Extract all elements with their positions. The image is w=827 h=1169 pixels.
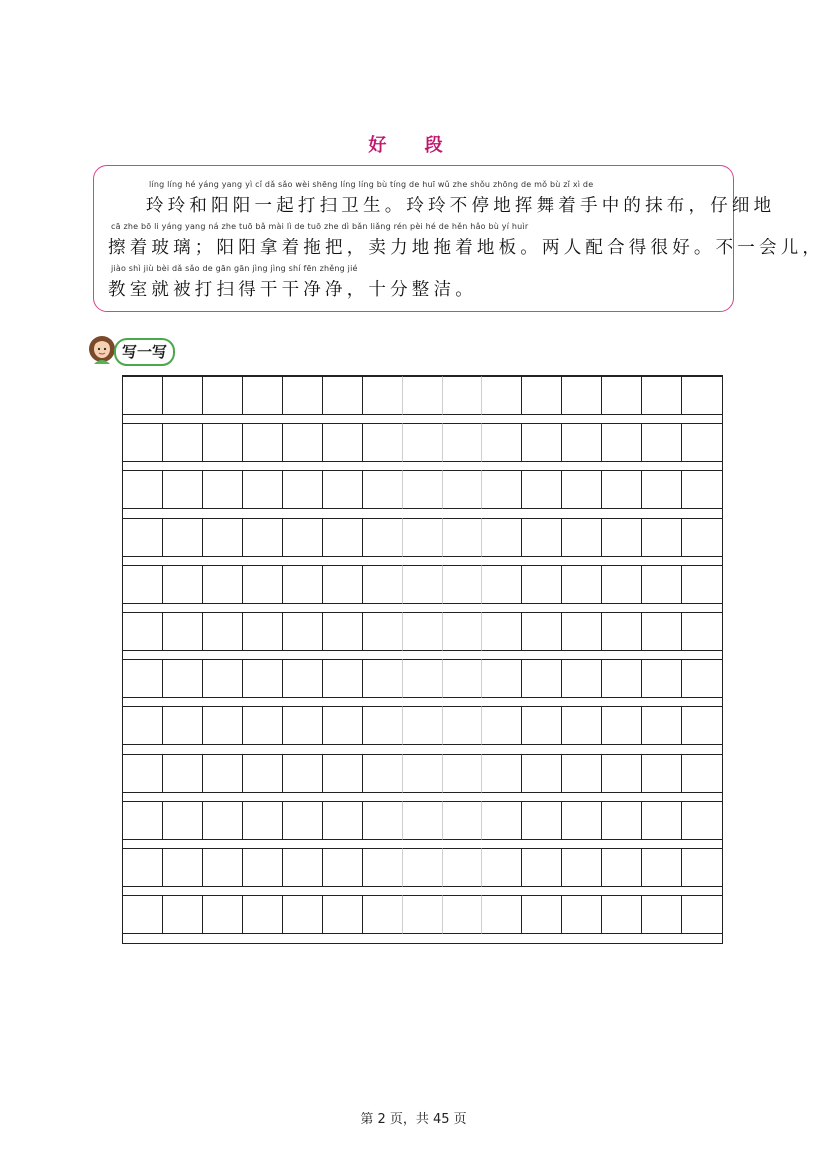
grid-cell[interactable] — [323, 801, 363, 840]
grid-cell[interactable] — [123, 754, 163, 793]
grid-row — [123, 659, 722, 698]
grid-cell[interactable] — [203, 423, 243, 462]
grid-cell[interactable] — [602, 423, 642, 462]
grid-cell[interactable] — [562, 423, 602, 462]
grid-cell[interactable] — [163, 754, 203, 793]
grid-cell[interactable] — [403, 423, 443, 462]
grid-cell[interactable] — [323, 423, 363, 462]
grid-cell[interactable] — [283, 470, 323, 509]
grid-cell[interactable] — [522, 754, 562, 793]
grid-cell[interactable] — [363, 659, 403, 698]
grid-cell[interactable] — [482, 848, 522, 887]
grid-cell[interactable] — [403, 801, 443, 840]
grid-cell[interactable] — [283, 612, 323, 651]
grid-cell[interactable] — [522, 801, 562, 840]
grid-cell[interactable] — [163, 848, 203, 887]
grid-cell[interactable] — [163, 612, 203, 651]
grid-cell[interactable] — [163, 659, 203, 698]
grid-cell[interactable] — [123, 612, 163, 651]
grid-cell[interactable] — [562, 754, 602, 793]
grid-cell[interactable] — [443, 659, 483, 698]
grid-cell[interactable] — [562, 612, 602, 651]
grid-cell[interactable] — [243, 518, 283, 557]
grid-cell[interactable] — [682, 423, 722, 462]
pinyin-line-2: cā zhe bō li yáng yang ná zhe tuō bǎ mài lì de tuō zhe dì bǎn liǎng rén pèi hé de hěn hǎo bù yí huìr — [111, 222, 529, 231]
grid-cell[interactable] — [562, 706, 602, 745]
grid-cell[interactable] — [602, 376, 642, 415]
grid-cell[interactable] — [443, 754, 483, 793]
grid-cell[interactable] — [203, 518, 243, 557]
grid-cell[interactable] — [363, 895, 403, 934]
grid-cell[interactable] — [602, 754, 642, 793]
grid-cell[interactable] — [482, 754, 522, 793]
passage-box — [93, 165, 825, 312]
hanzi-line-1: 玲玲和阳阳一起打扫卫生。玲玲不停地挥舞着手中的抹布，仔细地 — [146, 196, 776, 216]
grid-cell[interactable] — [562, 801, 602, 840]
grid-cell[interactable] — [602, 895, 642, 934]
grid-cell[interactable] — [243, 801, 283, 840]
grid-cell[interactable] — [123, 565, 163, 604]
grid-row — [123, 801, 722, 840]
grid-cell[interactable] — [123, 848, 163, 887]
grid-cell[interactable] — [522, 659, 562, 698]
grid-cell[interactable] — [363, 518, 403, 557]
grid-cell[interactable] — [403, 612, 443, 651]
grid-cell[interactable] — [123, 470, 163, 509]
grid-cell[interactable] — [482, 518, 522, 557]
grid-cell[interactable] — [482, 706, 522, 745]
girl-avatar-icon — [88, 334, 116, 364]
grid-row — [123, 518, 722, 557]
grid-cell[interactable] — [602, 612, 642, 651]
grid-cell[interactable] — [642, 754, 682, 793]
grid-cell[interactable] — [522, 518, 562, 557]
grid-cell[interactable] — [522, 376, 562, 415]
grid-cell[interactable] — [283, 754, 323, 793]
pinyin-line-3: jiào shì jiù bèi dǎ sǎo de gān gān jìng jìng shí fēn zhěng jié — [111, 264, 358, 273]
grid-cell[interactable] — [562, 895, 602, 934]
grid-cell[interactable] — [642, 801, 682, 840]
grid-cell[interactable] — [682, 376, 722, 415]
grid-cell[interactable] — [323, 518, 363, 557]
pinyin-line-1: líng líng hé yáng yang yì cǐ dǎ sǎo wèi shēng líng líng bù tíng de huī wǔ zhe shǒu zhōng de mǒ bù zǐ xì de — [149, 180, 594, 189]
grid-cell[interactable] — [443, 565, 483, 604]
grid-cell[interactable] — [363, 470, 403, 509]
grid-cell[interactable] — [522, 470, 562, 509]
grid-cell[interactable] — [443, 376, 483, 415]
grid-cell[interactable] — [443, 518, 483, 557]
grid-cell[interactable] — [682, 518, 722, 557]
grid-cell[interactable] — [403, 659, 443, 698]
grid-cell[interactable] — [323, 848, 363, 887]
grid-cell[interactable] — [562, 518, 602, 557]
grid-cell[interactable] — [323, 659, 363, 698]
grid-cell[interactable] — [363, 754, 403, 793]
grid-cell[interactable] — [323, 565, 363, 604]
grid-cell[interactable] — [602, 801, 642, 840]
grid-cell[interactable] — [443, 612, 483, 651]
grid-cell[interactable] — [163, 565, 203, 604]
grid-cell[interactable] — [323, 706, 363, 745]
grid-cell[interactable] — [642, 659, 682, 698]
grid-cell[interactable] — [403, 848, 443, 887]
grid-cell[interactable] — [243, 895, 283, 934]
grid-cell[interactable] — [123, 659, 163, 698]
write-label: 写一写 — [114, 338, 175, 366]
grid-row — [123, 706, 722, 745]
grid-row — [123, 565, 722, 604]
grid-cell[interactable] — [243, 423, 283, 462]
grid-cell[interactable] — [283, 895, 323, 934]
writing-grid — [122, 375, 723, 944]
grid-cell[interactable] — [403, 895, 443, 934]
grid-cell[interactable] — [243, 706, 283, 745]
hanzi-line-3: 教室就被打扫得干干净净，十分整洁。 — [108, 280, 477, 300]
grid-cell[interactable] — [482, 801, 522, 840]
grid-cell[interactable] — [123, 518, 163, 557]
grid-cell[interactable] — [443, 801, 483, 840]
grid-cell[interactable] — [642, 518, 682, 557]
grid-cell[interactable] — [283, 518, 323, 557]
grid-cell[interactable] — [602, 848, 642, 887]
grid-cell[interactable] — [243, 848, 283, 887]
grid-cell[interactable] — [163, 895, 203, 934]
grid-cell[interactable] — [443, 706, 483, 745]
grid-cell[interactable] — [682, 895, 722, 934]
grid-cell[interactable] — [363, 848, 403, 887]
grid-row — [123, 848, 722, 887]
grid-row — [123, 895, 722, 934]
grid-cell[interactable] — [323, 612, 363, 651]
grid-cell[interactable] — [562, 848, 602, 887]
grid-cell[interactable] — [363, 612, 403, 651]
grid-cell[interactable] — [482, 565, 522, 604]
grid-cell[interactable] — [562, 565, 602, 604]
grid-cell[interactable] — [522, 423, 562, 462]
grid-cell[interactable] — [163, 801, 203, 840]
grid-cell[interactable] — [642, 565, 682, 604]
grid-cell[interactable] — [482, 612, 522, 651]
grid-cell[interactable] — [203, 470, 243, 509]
grid-cell[interactable] — [363, 706, 403, 745]
grid-row — [123, 470, 722, 509]
grid-cell[interactable] — [482, 423, 522, 462]
grid-cell[interactable] — [522, 565, 562, 604]
grid-cell[interactable] — [163, 470, 203, 509]
grid-cell[interactable] — [562, 376, 602, 415]
grid-cell[interactable] — [443, 470, 483, 509]
grid-cell[interactable] — [682, 754, 722, 793]
grid-cell[interactable] — [682, 612, 722, 651]
grid-cell[interactable] — [323, 376, 363, 415]
grid-cell[interactable] — [203, 659, 243, 698]
grid-cell[interactable] — [363, 423, 403, 462]
grid-cell[interactable] — [203, 706, 243, 745]
grid-cell[interactable] — [123, 801, 163, 840]
grid-cell[interactable] — [283, 565, 323, 604]
grid-cell[interactable] — [403, 706, 443, 745]
grid-cell[interactable] — [243, 376, 283, 415]
grid-cell[interactable] — [682, 801, 722, 840]
grid-cell[interactable] — [323, 754, 363, 793]
grid-cell[interactable] — [642, 895, 682, 934]
hanzi-line-2: 擦着玻璃；阳阳拿着拖把，卖力地拖着地板。两人配合得很好。不一会儿， — [108, 238, 825, 258]
grid-cell[interactable] — [283, 423, 323, 462]
grid-cell[interactable] — [642, 612, 682, 651]
grid-cell[interactable] — [522, 706, 562, 745]
grid-cell[interactable] — [163, 518, 203, 557]
grid-cell[interactable] — [403, 376, 443, 415]
grid-cell[interactable] — [682, 565, 722, 604]
grid-cell[interactable] — [602, 659, 642, 698]
grid-cell[interactable] — [283, 376, 323, 415]
grid-cell[interactable] — [323, 895, 363, 934]
grid-cell[interactable] — [682, 659, 722, 698]
grid-cell[interactable] — [283, 659, 323, 698]
grid-cell[interactable] — [123, 423, 163, 462]
grid-cell[interactable] — [203, 754, 243, 793]
grid-cell[interactable] — [123, 376, 163, 415]
grid-cell[interactable] — [363, 565, 403, 604]
grid-cell[interactable] — [443, 848, 483, 887]
grid-cell[interactable] — [203, 612, 243, 651]
grid-cell[interactable] — [443, 895, 483, 934]
grid-cell[interactable] — [283, 848, 323, 887]
grid-cell[interactable] — [123, 895, 163, 934]
grid-cell[interactable] — [602, 518, 642, 557]
grid-cell[interactable] — [562, 470, 602, 509]
grid-cell[interactable] — [642, 470, 682, 509]
grid-cell[interactable] — [163, 423, 203, 462]
grid-row — [123, 376, 722, 415]
grid-row — [123, 754, 722, 793]
grid-cell[interactable] — [522, 895, 562, 934]
grid-cell[interactable] — [203, 848, 243, 887]
grid-cell[interactable] — [642, 706, 682, 745]
grid-cell[interactable] — [203, 376, 243, 415]
grid-cell[interactable] — [163, 376, 203, 415]
grid-cell[interactable] — [482, 376, 522, 415]
section-title: 好 段 — [368, 135, 459, 156]
grid-cell[interactable] — [403, 518, 443, 557]
grid-cell[interactable] — [642, 376, 682, 415]
grid-row — [123, 423, 722, 462]
grid-cell[interactable] — [243, 565, 283, 604]
grid-cell[interactable] — [403, 565, 443, 604]
grid-cell[interactable] — [482, 470, 522, 509]
grid-cell[interactable] — [283, 801, 323, 840]
grid-cell[interactable] — [363, 376, 403, 415]
page-number: 第 2 页，共 45 页 — [360, 1112, 467, 1127]
grid-row — [123, 612, 722, 651]
grid-cell[interactable] — [203, 801, 243, 840]
grid-cell[interactable] — [562, 659, 602, 698]
grid-cell[interactable] — [642, 848, 682, 887]
grid-cell[interactable] — [243, 612, 283, 651]
grid-cell[interactable] — [602, 706, 642, 745]
grid-cell[interactable] — [243, 470, 283, 509]
grid-cell[interactable] — [682, 706, 722, 745]
grid-cell[interactable] — [682, 470, 722, 509]
grid-cell[interactable] — [482, 659, 522, 698]
grid-cell[interactable] — [482, 895, 522, 934]
grid-cell[interactable] — [522, 612, 562, 651]
grid-cell[interactable] — [243, 659, 283, 698]
grid-cell[interactable] — [403, 470, 443, 509]
grid-cell[interactable] — [243, 754, 283, 793]
grid-cell[interactable] — [163, 706, 203, 745]
grid-cell[interactable] — [642, 423, 682, 462]
grid-cell[interactable] — [602, 565, 642, 604]
grid-cell[interactable] — [602, 470, 642, 509]
grid-cell[interactable] — [403, 754, 443, 793]
grid-cell[interactable] — [363, 801, 403, 840]
grid-cell[interactable] — [123, 706, 163, 745]
grid-cell[interactable] — [323, 470, 363, 509]
grid-cell[interactable] — [203, 565, 243, 604]
grid-cell[interactable] — [283, 706, 323, 745]
grid-cell[interactable] — [203, 895, 243, 934]
grid-cell[interactable] — [682, 848, 722, 887]
grid-cell[interactable] — [522, 848, 562, 887]
grid-cell[interactable] — [443, 423, 483, 462]
